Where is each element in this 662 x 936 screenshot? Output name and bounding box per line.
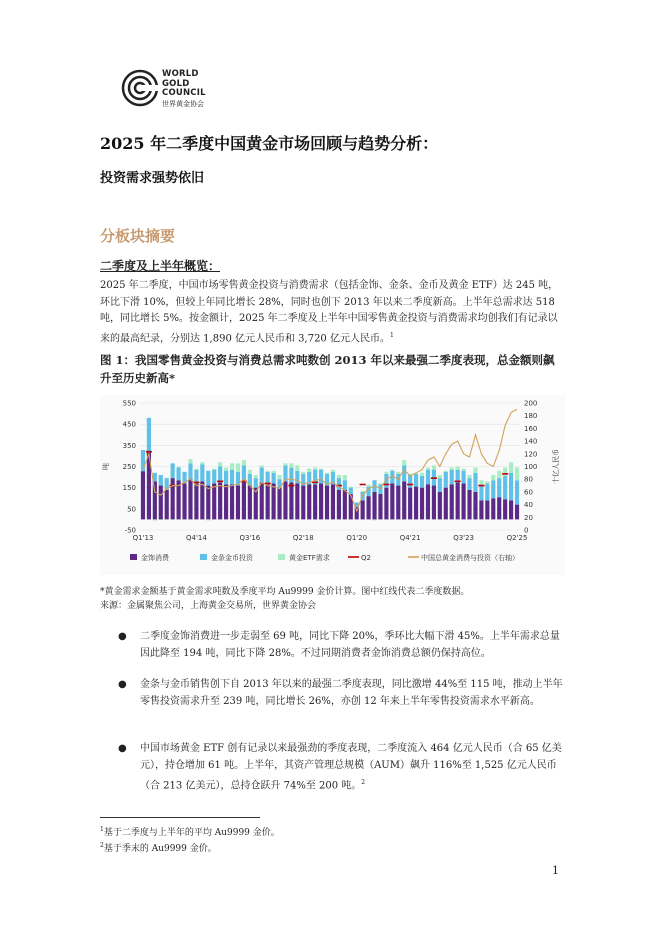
- etf-bar: [313, 468, 317, 470]
- y2-tick-label: 80: [524, 475, 533, 484]
- etf-bar: [325, 473, 329, 474]
- jewelry-bar: [224, 484, 228, 519]
- bar-coin-bar: [420, 476, 424, 488]
- bar-coin-bar: [159, 475, 163, 486]
- jewelry-bar: [230, 484, 234, 519]
- etf-bar: [384, 472, 388, 474]
- etf-bar: [295, 465, 299, 470]
- y2-axis-label: 十亿人民币: [552, 449, 560, 484]
- chart-source: 来源：金属聚焦公司，上海黄金交易所，世界黄金协会: [100, 601, 317, 611]
- world-gold-council-logo: [120, 68, 220, 110]
- jewelry-bar: [313, 484, 317, 519]
- etf-bar: [159, 519, 163, 520]
- x-tick-label: Q3'16: [239, 534, 261, 542]
- etf-bar: [372, 519, 376, 520]
- y-tick-label: 550: [122, 399, 136, 408]
- etf-bar: [242, 460, 246, 465]
- y2-tick-label: 60: [524, 488, 533, 497]
- jewelry-bar: [438, 492, 442, 520]
- jewelry-bar: [420, 488, 424, 520]
- bullet-icon: ●: [118, 679, 127, 690]
- etf-bar: [367, 484, 371, 486]
- legend-label: 中国总黄金消费与投资（右轴）: [421, 554, 519, 562]
- jewelry-bar: [456, 482, 460, 519]
- jewelry-bar: [307, 484, 311, 519]
- chart-svg: [100, 395, 565, 575]
- legend-label: 金饰消费: [141, 554, 169, 562]
- y2-tick-label: 20: [524, 513, 533, 522]
- jewelry-bar: [485, 500, 489, 519]
- jewelry-bar: [182, 483, 186, 519]
- jewelry-bar: [450, 484, 454, 519]
- etf-bar: [188, 459, 192, 463]
- etf-bar: [473, 468, 477, 473]
- total-value-line: [143, 409, 517, 511]
- etf-bar: [272, 471, 276, 473]
- etf-bar: [361, 491, 365, 492]
- etf-bar: [277, 475, 281, 479]
- jewelry-bar: [212, 483, 216, 519]
- jewelry-bar: [491, 498, 495, 519]
- bar-coin-bar: [218, 467, 222, 483]
- bar-coin-bar: [450, 470, 454, 485]
- etf-bar: [289, 463, 293, 467]
- jewelry-bar: [206, 486, 210, 520]
- bar-coin-bar: [141, 450, 145, 471]
- y-tick-label: -50: [124, 526, 136, 535]
- jewelry-bar: [331, 484, 335, 519]
- chart-notes: [100, 585, 570, 613]
- etf-bar: [177, 467, 181, 468]
- bar-coin-bar: [200, 464, 204, 481]
- y2-tick-label: 40: [524, 501, 533, 510]
- page-subtitle: 投资需求强势依旧: [100, 171, 205, 186]
- etf-bar: [432, 465, 436, 469]
- etf-bar: [307, 469, 311, 472]
- y2-tick-label: 0: [524, 526, 529, 535]
- jewelry-bar: [171, 478, 175, 519]
- legend-swatch: [278, 554, 285, 560]
- legend-label: 黄金ETF需求: [289, 554, 330, 562]
- bar-coin-bar: [485, 483, 489, 500]
- y2-tick-label: 100: [524, 463, 538, 471]
- footnote: $^1$基于二季度与上半年的平均 Au9999 金价。: [100, 826, 280, 838]
- jewelry-bar: [319, 483, 323, 519]
- bar-coin-bar: [349, 488, 353, 494]
- bar-coin-bar: [479, 484, 483, 500]
- bar-coin-bar: [188, 463, 192, 479]
- etf-bar: [343, 475, 347, 480]
- etf-bar: [420, 473, 424, 476]
- bar-coin-bar: [171, 463, 175, 478]
- bar-coin-bar: [343, 480, 347, 490]
- logo-rings-icon: [120, 68, 160, 108]
- jewelry-bar: [503, 499, 507, 519]
- etf-bar: [402, 460, 406, 465]
- jewelry-bar: [384, 488, 388, 520]
- jewelry-bar: [242, 481, 246, 519]
- bar-coin-bar: [467, 478, 471, 490]
- y2-tick-label: 140: [524, 437, 538, 446]
- etf-bar: [200, 462, 204, 464]
- jewelry-bar: [509, 500, 513, 519]
- bar-coin-bar: [206, 471, 210, 486]
- bar-coin-bar: [497, 478, 501, 497]
- etf-bar: [467, 475, 471, 478]
- jewelry-bar: [367, 496, 371, 519]
- bar-coin-bar: [426, 470, 430, 485]
- etf-bar: [450, 468, 454, 470]
- y-tick-label: 250: [122, 463, 136, 471]
- bar-coin-bar: [260, 468, 264, 483]
- jewelry-bar: [289, 482, 293, 519]
- overview-heading: 二季度及上半年概览：: [100, 259, 221, 273]
- bar-coin-bar: [444, 472, 448, 488]
- jewelry-bar: [343, 490, 347, 520]
- footnote-ref[interactable]: 1: [389, 331, 394, 339]
- section-heading: 分板块摘要: [100, 227, 176, 245]
- figure-caption: 图 1：我国零售黄金投资与消费总需求吨数创 2013 年以来最强二季度表现，总金额则飙升至历史新高*: [100, 353, 555, 385]
- bullet-icon: ●: [118, 743, 127, 754]
- y2-tick-label: 180: [524, 412, 538, 421]
- jewelry-bar: [194, 483, 198, 519]
- jewelry-bar: [337, 490, 341, 520]
- bullet-icon: ●: [118, 631, 127, 642]
- jewelry-bar: [432, 486, 436, 520]
- jewelry-bar: [479, 500, 483, 519]
- jewelry-bar: [396, 486, 400, 520]
- bar-coin-bar: [289, 468, 293, 483]
- y2-tick-label: 120: [524, 450, 538, 459]
- y-tick-label: 350: [122, 441, 136, 450]
- legend-swatch: [130, 554, 137, 560]
- etf-bar: [390, 470, 394, 471]
- jewelry-bar: [236, 486, 240, 520]
- logo-wordmark: WORLD GOLD COUNCIL: [162, 69, 206, 98]
- bar-coin-bar: [147, 418, 151, 452]
- jewelry-bar: [295, 483, 299, 519]
- etf-bar: [266, 471, 270, 472]
- jewelry-bar: [467, 490, 471, 520]
- bar-coin-bar: [503, 476, 507, 499]
- y-tick-label: 50: [127, 505, 136, 514]
- etf-bar: [378, 483, 382, 484]
- bar-coin-bar: [212, 470, 216, 484]
- legend-swatch: [200, 554, 207, 560]
- legend-label: 金条金币投资: [211, 554, 253, 562]
- x-tick-label: Q3'23: [453, 534, 474, 542]
- etf-bar: [254, 475, 258, 478]
- bar-coin-bar: [272, 473, 276, 484]
- bar-coin-bar: [456, 470, 460, 483]
- bar-coin-bar: [177, 468, 181, 481]
- jewelry-bar: [301, 486, 305, 520]
- jewelry-bar: [266, 484, 270, 519]
- jewelry-bar: [372, 492, 376, 520]
- legend-label: Q2: [361, 554, 371, 562]
- jewelry-bar: [218, 482, 222, 519]
- etf-bar: [438, 475, 442, 478]
- etf-bar: [426, 468, 430, 470]
- bar-coin-bar: [319, 470, 323, 484]
- etf-bar: [479, 480, 483, 484]
- jewelry-bar: [473, 492, 477, 520]
- footnote-divider: [100, 817, 260, 818]
- etf-bar: [337, 475, 341, 478]
- y2-tick-label: 200: [524, 399, 538, 408]
- etf-bar: [331, 470, 335, 472]
- bar-coin-bar: [266, 472, 270, 485]
- y2-tick-label: 160: [524, 424, 538, 433]
- jewelry-bar: [444, 488, 448, 520]
- etf-bar: [491, 475, 495, 480]
- jewelry-bar: [426, 484, 430, 519]
- jewelry-bar: [325, 486, 329, 520]
- footnote-ref[interactable]: 2: [361, 779, 366, 786]
- etf-bar: [462, 469, 466, 471]
- x-tick-label: Q2'18: [292, 534, 314, 542]
- etf-bar: [509, 462, 513, 473]
- jewelry-bar: [277, 488, 281, 520]
- etf-bar: [396, 472, 400, 474]
- etf-bar: [301, 472, 305, 474]
- x-tick-label: Q4'21: [399, 534, 421, 542]
- jewelry-bar: [402, 481, 406, 519]
- etf-bar: [456, 467, 460, 470]
- page-title: 2025 年二季度中国黄金市场回顾与趋势分析：: [100, 134, 439, 153]
- logo-subtitle: 世界黄金协会: [162, 100, 204, 108]
- jewelry-bar: [515, 505, 519, 520]
- etf-bar: [319, 469, 323, 470]
- jewelry-bar: [378, 494, 382, 519]
- demand-chart: [100, 395, 565, 575]
- etf-bar: [153, 519, 157, 520]
- bar-coin-bar: [254, 478, 258, 488]
- bar-coin-bar: [509, 473, 513, 501]
- x-tick-label: Q2'25: [506, 534, 528, 542]
- etf-bar: [497, 471, 501, 478]
- etf-bar: [349, 487, 353, 488]
- x-tick-label: Q1'13: [132, 534, 154, 542]
- jewelry-bar: [361, 500, 365, 519]
- etf-bar: [212, 469, 216, 470]
- x-tick-label: Q1'20: [346, 534, 368, 542]
- chart-note: *黄金需求金额基于黄金需求吨数及季度平均 Au9999 金价计算。图中红线代表二季度数据。: [100, 587, 470, 597]
- etf-bar: [485, 481, 489, 483]
- jewelry-bar: [188, 479, 192, 519]
- etf-bar: [218, 462, 222, 466]
- jewelry-bar: [497, 497, 501, 519]
- jewelry-bar: [153, 481, 157, 519]
- jewelry-bar: [408, 488, 412, 520]
- jewelry-bar: [462, 483, 466, 519]
- x-tick-label: Q4'14: [186, 534, 207, 542]
- y-tick-label: 150: [122, 484, 136, 493]
- jewelry-bar: [260, 482, 264, 519]
- page-number: 1: [552, 864, 559, 877]
- y-tick-label: 450: [122, 420, 136, 429]
- bar-coin-bar: [402, 465, 406, 481]
- jewelry-bar: [390, 483, 394, 519]
- etf-bar: [248, 470, 252, 474]
- bar-coin-bar: [515, 480, 519, 504]
- etf-bar: [230, 463, 234, 469]
- etf-bar: [194, 469, 198, 470]
- bar-coin-bar: [408, 475, 412, 488]
- jewelry-bar: [200, 481, 204, 519]
- etf-bar: [236, 463, 240, 471]
- bar-coin-bar: [230, 470, 234, 485]
- jewelry-bar: [248, 486, 252, 520]
- etf-bar: [260, 465, 264, 467]
- jewelry-bar: [414, 487, 418, 520]
- etf-bar: [503, 468, 507, 476]
- bar-coin-bar: [473, 473, 477, 492]
- etf-bar: [224, 468, 228, 471]
- bar-coin-bar: [438, 478, 442, 492]
- jewelry-bar: [165, 490, 169, 520]
- jewelry-bar: [283, 481, 287, 519]
- etf-bar: [283, 463, 287, 465]
- bar-coin-bar: [462, 471, 466, 484]
- jewelry-bar: [272, 483, 276, 519]
- bar-coin-bar: [194, 470, 198, 484]
- footnote: $^2$基于季末的 Au9999 金价。: [100, 842, 217, 854]
- jewelry-bar: [141, 471, 145, 519]
- bar-coin-bar: [414, 474, 418, 487]
- bar-coin-bar: [491, 480, 495, 498]
- y-axis-label: 吨: [102, 463, 110, 470]
- intro-paragraph: 2025 年二季度，中国市场零售黄金投资与消费需求（包括金饰、金条、金币及黄金 ETF）达 245 吨，环比下滑 10%，但较上年同比增长 28%，同时也创下 2013 年以来二季度新高。上半年总需求达 518 吨，同比增长 5%。按金额计，2025 年二季度及上半年中国零售黄金投资与消费需求均创我们有记录以来的最高纪录，分别达 1,890 亿元人民币和 3,720 亿元人民币。$^1$: [100, 280, 559, 344]
- etf-bar: [515, 468, 519, 481]
- bar-coin-bar: [224, 471, 228, 485]
- etf-bar: [444, 471, 448, 472]
- etf-bar: [206, 519, 210, 520]
- jewelry-bar: [159, 486, 163, 520]
